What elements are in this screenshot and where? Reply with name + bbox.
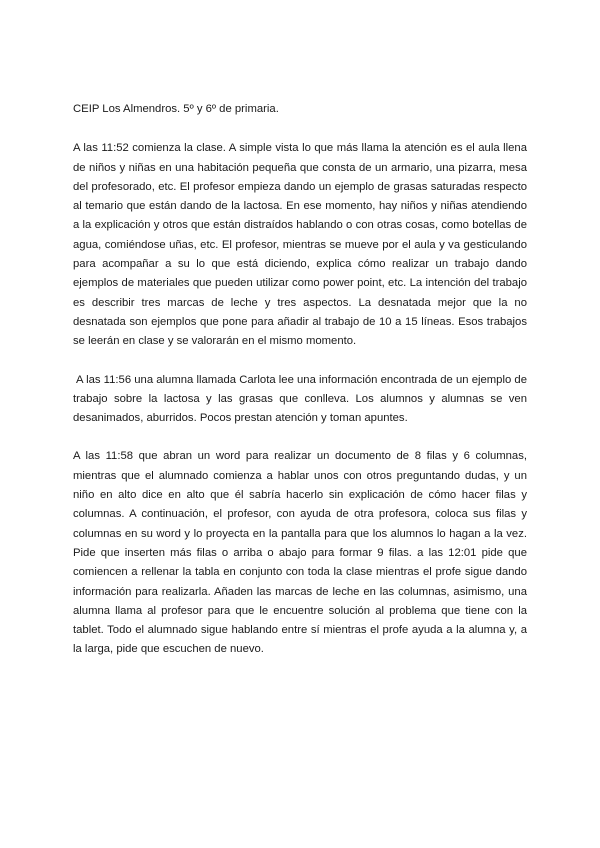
document-body xyxy=(73,100,527,679)
paragraph-1: A las 11:52 comienza la clase. A simple vista lo que más llama la atención es el aula llena de niños y niñas en una habitación pequeña que consta de un armario, una pizarra, mesa del profesorado, etc. El profesor empieza dando un ejemplo de grasas saturadas respecto al temario que están dando de la lactosa. En ese momento, hay niños y niñas atendiendo a la explicación y otros que están distraídos hablando o con otras cosas, como botellas de agua, comiéndose uñas, etc. El profesor, mientras se mueve por el aula y va gesticulando para acompañar a su lo que está diciendo, explica cómo realizar un trabajo dando ejemplos de materiales que pueden utilizar como power point, etc. La intención del trabajo es describir tres marcas de leche y tres aspectos. La desnatada mejor que la no desnatada son ejemplos que pone para añadir al trabajo de 10 a 15 líneas. Esos trabajos se leerán en clase y se valorarán en el mismo momento. xyxy=(73,142,527,348)
paragraph-3: A las 11:58 que abran un word para realizar un documento de 8 filas y 6 columnas, mientras que el alumnado comienza a hablar unos con otros preguntando dudas, y un niño en alto dice en alto que él sabría hacerlo sin explicación de cómo hacer filas y columnas. A continuación, el profesor, con ayuda de otra profesora, coloca sus filas y columnas en su word y lo proyecta en la pantalla para que los alumnos lo hagan a la vez. Pide que inserten más filas o arriba o abajo para formar 9 filas. a las 12:01 pide que comiencen a rellenar la tabla en conjunto con toda la clase mientras el profe sigue dando información para realizarla. Añaden las marcas de leche en las columnas, asimismo, una alumna llama al profesor para que le encuentre solución al problema que tiene con la tablet. Todo el alumnado sigue hablando entre sí mientras el profe ayuda a la alumna y, a la larga, pide que escuchen de nuevo. xyxy=(73,450,527,656)
paragraph-2: A las 11:56 una alumna llamada Carlota lee una información encontrada de un ejemplo de trabajo sobre la lactosa y las grasas que conlleva. Los alumnos y alumnas se ven desanimados, aburridos. Pocos prestan atención y toman apuntes. xyxy=(73,373,527,425)
document-header: CEIP Los Almendros. 5º y 6º de primaria. xyxy=(73,103,279,115)
